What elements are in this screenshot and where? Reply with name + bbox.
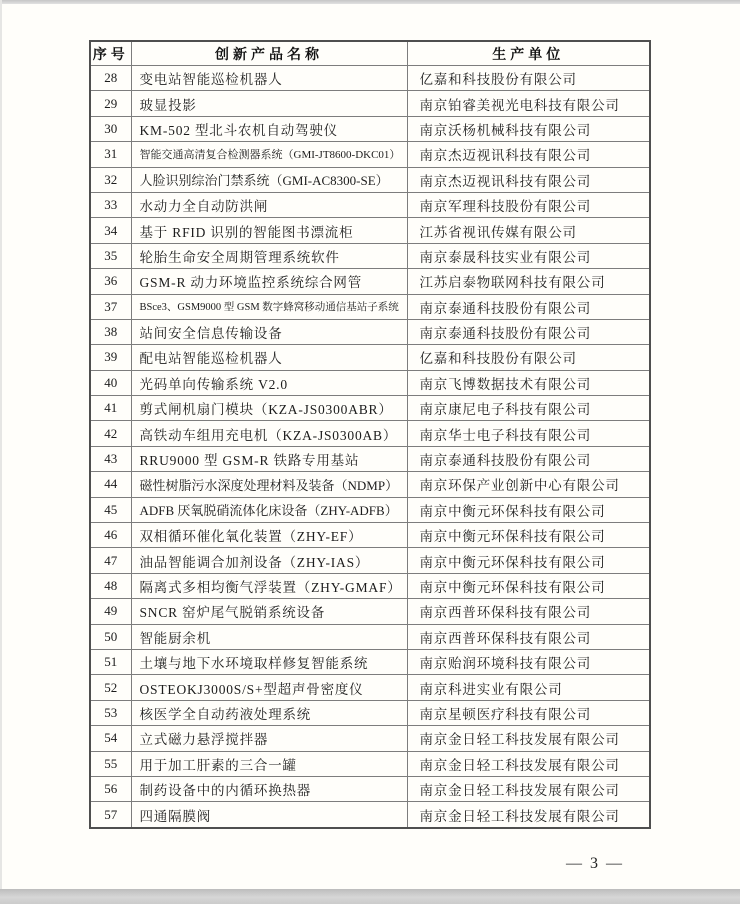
producer-cell: 南京铂睿美视光电科技有限公司 [407, 91, 650, 116]
producer-cell: 南京杰迈视讯科技有限公司 [407, 142, 650, 167]
product-name-cell: OSTEOKJ3000S/S+型超声骨密度仪 [131, 675, 407, 700]
product-name-cell: 变电站智能巡检机器人 [131, 66, 407, 91]
producer-cell: 南京西普环保科技有限公司 [407, 624, 650, 649]
product-name-cell: 四通隔膜阀 [131, 802, 407, 828]
table-row [90, 91, 650, 116]
row-number-cell: 54 [90, 726, 131, 751]
table-row [90, 243, 650, 268]
producer-cell: 南京泰通科技股份有限公司 [407, 319, 650, 344]
product-name-cell: 剪式闸机扇门模块（KZA-JS0300ABR） [131, 396, 407, 421]
producer-cell: 南京金日轻工科技发展有限公司 [407, 776, 650, 801]
row-number-cell: 28 [90, 66, 131, 91]
product-name-cell: 水动力全自动防洪闸 [131, 192, 407, 217]
row-number-cell: 33 [90, 192, 131, 217]
row-number-cell: 36 [90, 269, 131, 294]
table-row [90, 548, 650, 573]
producer-cell: 南京金日轻工科技发展有限公司 [407, 802, 650, 828]
row-number-cell: 44 [90, 472, 131, 497]
producer-cell: 南京泰通科技股份有限公司 [407, 446, 650, 471]
product-name-cell: 制药设备中的内循环换热器 [131, 776, 407, 801]
product-name-cell: 土壤与地下水环境取样修复智能系统 [131, 649, 407, 674]
scan-left-edge [0, 0, 2, 904]
row-number-cell: 56 [90, 776, 131, 801]
row-number-cell: 55 [90, 751, 131, 776]
table-row [90, 167, 650, 192]
producer-cell: 南京中衡元环保科技有限公司 [407, 523, 650, 548]
row-number-cell: 51 [90, 649, 131, 674]
table-row [90, 573, 650, 598]
product-name-cell: 立式磁力悬浮搅拌器 [131, 726, 407, 751]
producer-cell: 南京杰迈视讯科技有限公司 [407, 167, 650, 192]
row-number-cell: 29 [90, 91, 131, 116]
row-number-cell: 34 [90, 218, 131, 243]
table-row [90, 497, 650, 522]
row-number-cell: 41 [90, 396, 131, 421]
producer-cell: 南京泰晟科技实业有限公司 [407, 243, 650, 268]
scan-bottom-edge [0, 889, 740, 904]
header-serial-number: 序号 [90, 41, 131, 66]
product-name-cell: 核医学全自动药液处理系统 [131, 700, 407, 725]
product-name-cell: 人脸识别综治门禁系统（GMI-AC8300-SE） [131, 167, 407, 192]
producer-cell: 南京康尼电子科技有限公司 [407, 396, 650, 421]
producer-cell: 南京金日轻工科技发展有限公司 [407, 751, 650, 776]
table-row [90, 523, 650, 548]
table-row [90, 776, 650, 801]
page-number: — 3 — [566, 855, 624, 872]
row-number-cell: 35 [90, 243, 131, 268]
producer-cell: 南京中衡元环保科技有限公司 [407, 573, 650, 598]
producer-cell: 南京军理科技股份有限公司 [407, 192, 650, 217]
row-number-cell: 48 [90, 573, 131, 598]
producer-cell: 南京华士电子科技有限公司 [407, 421, 650, 446]
producer-cell: 南京贻润环境科技有限公司 [407, 649, 650, 674]
table-row [90, 218, 650, 243]
product-name-cell: RRU9000 型 GSM-R 铁路专用基站 [131, 446, 407, 471]
table-header [90, 41, 650, 66]
product-name-cell: 轮胎生命安全周期管理系统软件 [131, 243, 407, 268]
row-number-cell: 49 [90, 599, 131, 624]
row-number-cell: 45 [90, 497, 131, 522]
product-name-cell: 智能厨余机 [131, 624, 407, 649]
table-row [90, 142, 650, 167]
row-number-cell: 30 [90, 116, 131, 141]
table-row [90, 472, 650, 497]
table-row [90, 66, 650, 91]
table-row [90, 345, 650, 370]
table-row [90, 802, 650, 828]
product-name-cell: 玻显投影 [131, 91, 407, 116]
table-row [90, 319, 650, 344]
header-producer: 生产单位 [407, 41, 650, 66]
table-row [90, 649, 650, 674]
product-name-cell: GSM-R 动力环境监控系统综合网管 [131, 269, 407, 294]
row-number-cell: 50 [90, 624, 131, 649]
row-number-cell: 32 [90, 167, 131, 192]
producer-cell: 南京泰通科技股份有限公司 [407, 294, 650, 319]
product-name-cell: 站间安全信息传输设备 [131, 319, 407, 344]
producer-cell: 江苏启泰物联网科技有限公司 [407, 269, 650, 294]
table-row [90, 751, 650, 776]
product-name-cell: KM-502 型北斗农机自动驾驶仪 [131, 116, 407, 141]
producer-cell: 南京科进实业有限公司 [407, 675, 650, 700]
producer-cell: 南京西普环保科技有限公司 [407, 599, 650, 624]
innovation-products-table [89, 40, 651, 829]
product-name-cell: 配电站智能巡检机器人 [131, 345, 407, 370]
row-number-cell: 57 [90, 802, 131, 828]
product-name-cell: 磁性树脂污水深度处理材料及装备（NDMP） [131, 472, 407, 497]
table-row [90, 269, 650, 294]
product-name-cell: 智能交通高清复合检测器系统（GMI-JT8600-DKC01） [131, 142, 407, 167]
row-number-cell: 47 [90, 548, 131, 573]
table-row [90, 700, 650, 725]
table-body [90, 66, 650, 828]
row-number-cell: 38 [90, 319, 131, 344]
row-number-cell: 37 [90, 294, 131, 319]
row-number-cell: 40 [90, 370, 131, 395]
product-name-cell: 油品智能调合加剂设备（ZHY-IAS） [131, 548, 407, 573]
producer-cell: 南京中衡元环保科技有限公司 [407, 497, 650, 522]
product-name-cell: 用于加工肝素的三合一罐 [131, 751, 407, 776]
producer-cell: 南京飞博数据技术有限公司 [407, 370, 650, 395]
product-name-cell: 基于 RFID 识别的智能图书漂流柜 [131, 218, 407, 243]
producer-cell: 南京环保产业创新中心有限公司 [407, 472, 650, 497]
table-row [90, 446, 650, 471]
table-row [90, 192, 650, 217]
producer-cell: 南京星顿医疗科技有限公司 [407, 700, 650, 725]
producer-cell: 江苏省视讯传媒有限公司 [407, 218, 650, 243]
table-row [90, 726, 650, 751]
producer-cell: 南京金日轻工科技发展有限公司 [407, 726, 650, 751]
row-number-cell: 31 [90, 142, 131, 167]
table-row [90, 421, 650, 446]
row-number-cell: 39 [90, 345, 131, 370]
product-name-cell: ADFB 厌氧脱硝流体化床设备（ZHY-ADFB） [131, 497, 407, 522]
table-row [90, 599, 650, 624]
producer-cell: 亿嘉和科技股份有限公司 [407, 345, 650, 370]
producer-cell: 南京中衡元环保科技有限公司 [407, 548, 650, 573]
product-name-cell: 高铁动车组用充电机（KZA-JS0300AB） [131, 421, 407, 446]
header-row [90, 41, 650, 66]
product-name-cell: BSce3、GSM9000 型 GSM 数字蜂窝移动通信基站子系统 [131, 294, 407, 319]
table-row [90, 624, 650, 649]
row-number-cell: 53 [90, 700, 131, 725]
product-name-cell: SNCR 窑炉尾气脱销系统设备 [131, 599, 407, 624]
product-name-cell: 光码单向传输系统 V2.0 [131, 370, 407, 395]
scan-top-edge [0, 0, 740, 4]
table-row [90, 294, 650, 319]
header-product-name: 创新产品名称 [131, 41, 407, 66]
table-row [90, 370, 650, 395]
row-number-cell: 42 [90, 421, 131, 446]
table-row [90, 675, 650, 700]
table-row [90, 396, 650, 421]
product-name-cell: 双相循环催化氧化装置（ZHY-EF） [131, 523, 407, 548]
row-number-cell: 43 [90, 446, 131, 471]
producer-cell: 亿嘉和科技股份有限公司 [407, 66, 650, 91]
row-number-cell: 46 [90, 523, 131, 548]
producer-cell: 南京沃杨机械科技有限公司 [407, 116, 650, 141]
table-row [90, 116, 650, 141]
product-name-cell: 隔离式多相均衡气浮装置（ZHY-GMAF） [131, 573, 407, 598]
row-number-cell: 52 [90, 675, 131, 700]
